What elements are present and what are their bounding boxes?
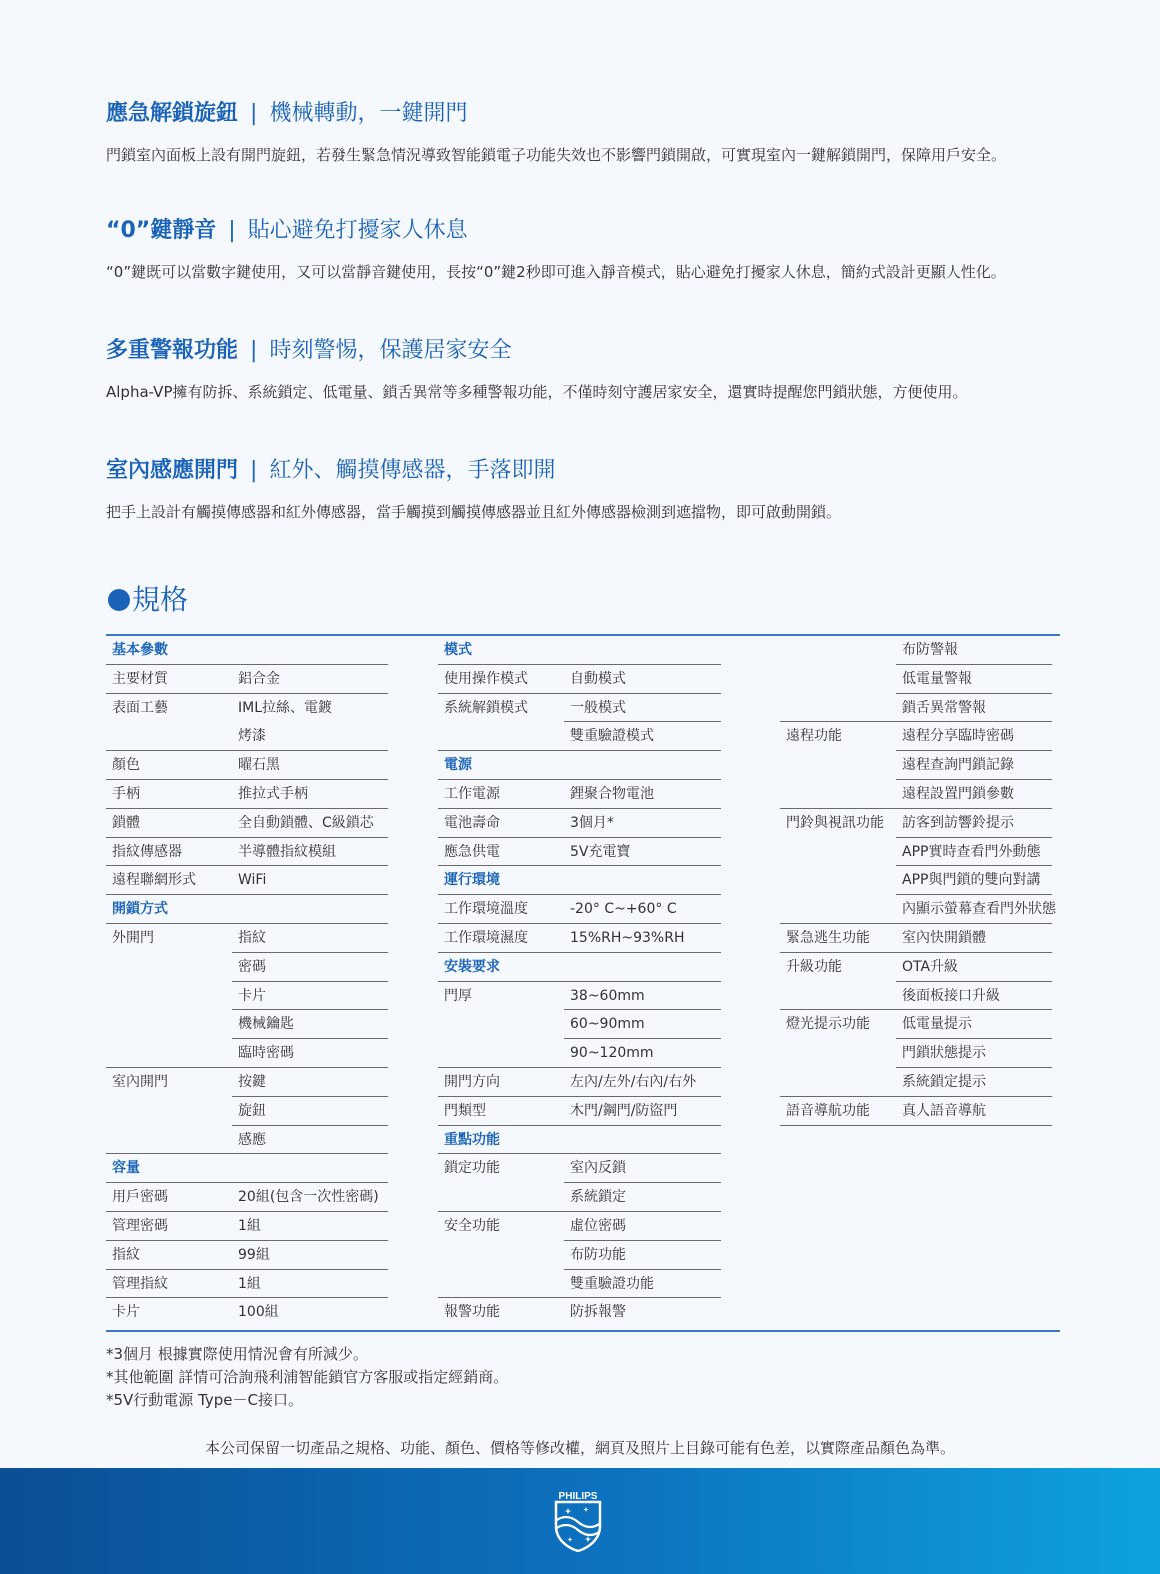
spec-key: 燈光提示功能 <box>786 1016 870 1033</box>
spec-row <box>438 1154 721 1183</box>
spec-row <box>438 722 721 751</box>
spec-value: 低電量提示 <box>902 1016 972 1033</box>
spec-category-row <box>438 636 721 665</box>
spec-key: 應急供電 <box>444 843 500 860</box>
spec-key: 使用操作模式 <box>444 670 528 687</box>
spec-row <box>106 751 388 780</box>
spec-value: 90~120mm <box>570 1045 654 1062</box>
spec-row <box>106 866 388 895</box>
spec-value: 遠程分享臨時密碼 <box>902 728 1014 745</box>
spec-value: 臨時密碼 <box>238 1045 294 1062</box>
spec-key: 卡片 <box>112 1304 140 1321</box>
spec-key: 語音導航功能 <box>786 1102 870 1119</box>
spec-value: 低電量警報 <box>902 670 972 687</box>
spec-row <box>106 1212 388 1241</box>
feature-body: 門鎖室內面板上設有開門旋鈕，若發生緊急情況導致智能鎖電子功能失效也不影響門鎖開啟，可實現室內一鍵解鎖開門，保障用戶安全。 <box>106 146 1007 164</box>
spec-row <box>106 665 388 694</box>
spec-key: 開門方向 <box>444 1073 500 1090</box>
spec-category-row <box>438 866 721 895</box>
spec-value: 鋰聚合物電池 <box>570 785 654 802</box>
spec-value: 機械鑰匙 <box>238 1016 294 1033</box>
spec-category-label: 運行環境 <box>444 872 500 889</box>
spec-row <box>106 1010 388 1039</box>
feature-title: 應急解鎖旋鈕 <box>106 101 239 126</box>
spec-value: 60~90mm <box>570 1016 645 1033</box>
footnote: *3個月 根據實際使用情況會有所減少。 <box>106 1345 368 1363</box>
spec-row <box>438 838 721 867</box>
spec-category-label: 開鎖方式 <box>112 901 168 918</box>
spec-row <box>780 866 1052 895</box>
feature-heading <box>106 337 1066 365</box>
footnote: *其他範圍 詳情可洽詢飛利浦智能鎖官方客服或指定經銷商。 <box>106 1368 509 1386</box>
spec-category-row <box>106 1154 388 1183</box>
spec-value: 38~60mm <box>570 987 645 1004</box>
spec-row <box>106 982 388 1011</box>
feature-separator: | <box>228 218 236 243</box>
spec-key: 工作電源 <box>444 785 500 802</box>
spec-row <box>106 809 388 838</box>
spec-value: 99組 <box>238 1246 270 1263</box>
spec-key: 工作環境濕度 <box>444 929 528 946</box>
spec-row <box>780 694 1052 723</box>
feature-indoor-sensor <box>106 457 1066 523</box>
spec-key: 升級功能 <box>786 958 842 975</box>
spec-value: 烤漆 <box>238 728 266 745</box>
spec-key: 外開門 <box>112 929 154 946</box>
spec-row <box>438 1183 721 1212</box>
spec-column-functions <box>780 636 1056 1126</box>
spec-value: 1組 <box>238 1217 261 1234</box>
spec-row <box>780 924 1052 953</box>
spec-row <box>438 924 721 953</box>
spec-value: 雙重驗證功能 <box>570 1275 654 1292</box>
spec-key: 指紋 <box>112 1246 140 1263</box>
spec-value: 卡片 <box>238 987 266 1004</box>
spec-row <box>438 665 721 694</box>
spec-value: 半導體指紋模組 <box>238 843 336 860</box>
spec-value: 自動模式 <box>570 670 626 687</box>
feature-subtitle: 機械轉動，一鍵開門 <box>269 101 468 126</box>
spec-section-title <box>108 582 188 618</box>
footnote: *5V行動電源 Type－C接口。 <box>106 1391 304 1409</box>
spec-key: 顏色 <box>112 757 140 774</box>
spec-value: WiFi <box>238 872 267 889</box>
spec-category-row <box>438 953 721 982</box>
spec-key: 遠程聯網形式 <box>112 872 196 889</box>
spec-row <box>106 1068 388 1097</box>
spec-key: 系統解鎖模式 <box>444 699 528 716</box>
spec-value: 20組(包含一次性密碼) <box>238 1189 379 1206</box>
logo-wordmark: PHILIPS <box>558 1491 598 1502</box>
feature-subtitle: 紅外、觸摸傳感器，手落即開 <box>269 458 556 483</box>
spec-value: 後面板接口升級 <box>902 987 1000 1004</box>
feature-heading <box>106 217 1066 245</box>
spec-value: 全自動鎖體、C級鎖芯 <box>238 814 374 831</box>
philips-shield-logo-icon <box>552 1488 604 1552</box>
spec-value: OTA升級 <box>902 958 959 975</box>
spec-category-label: 安裝要求 <box>444 958 500 975</box>
spec-row <box>780 722 1052 751</box>
spec-table-bottom-rule <box>106 1330 1060 1332</box>
spec-value: 真人語音導航 <box>902 1102 986 1119</box>
spec-value: 布防警報 <box>902 642 958 658</box>
spec-value: 推拉式手柄 <box>238 785 308 802</box>
feature-multi-alarm <box>106 337 1066 403</box>
spec-category-label: 基本參數 <box>112 642 168 658</box>
spec-row <box>106 1039 388 1068</box>
spec-value: 左內/左外/右內/右外 <box>570 1073 697 1090</box>
spec-value: 遠程設置門鎖參數 <box>902 785 1014 802</box>
footnotes <box>106 1343 508 1412</box>
spec-value: 內顯示螢幕查看門外狀態 <box>902 901 1056 918</box>
spec-value: APP實時查看門外動態 <box>902 843 1041 860</box>
spec-value: 100組 <box>238 1304 279 1321</box>
spec-key: 用戶密碼 <box>112 1189 168 1206</box>
spec-value: 系統鎖定提示 <box>902 1073 986 1090</box>
spec-value: 旋鈕 <box>238 1102 266 1119</box>
disclaimer: 本公司保留一切產品之規格、功能、顏色、價格等修改權，網頁及照片上目錄可能有色差，以實際產品顏色為準。 <box>204 1439 955 1457</box>
spec-value: -20° C~+60° C <box>570 901 677 918</box>
spec-row <box>438 1068 721 1097</box>
spec-key: 管理指紋 <box>112 1275 168 1292</box>
spec-value: 5V充電寶 <box>570 843 631 860</box>
spec-key: 遠程功能 <box>786 728 842 745</box>
spec-value: 鎖舌異常警報 <box>902 699 986 716</box>
spec-key: 鎖體 <box>112 814 140 831</box>
feature-separator: | <box>250 338 258 363</box>
spec-row <box>780 1097 1052 1126</box>
spec-row <box>106 722 388 751</box>
spec-value: 密碼 <box>238 958 266 975</box>
spec-value: 3個月* <box>570 814 614 831</box>
spec-value: 室內反鎖 <box>570 1160 626 1177</box>
spec-row <box>438 1270 721 1299</box>
spec-value: 1組 <box>238 1275 261 1292</box>
spec-row <box>438 1010 721 1039</box>
spec-row <box>106 1241 388 1270</box>
feature-emergency-knob <box>106 100 1066 166</box>
feature-body: “0”鍵既可以當數字鍵使用，又可以當靜音鍵使用，長按“0”鍵2秒即可進入靜音模式，貼心避免打擾家人休息，簡約式設計更顯人性化。 <box>106 263 1006 281</box>
spec-row <box>106 953 388 982</box>
spec-key: 門厚 <box>444 987 472 1004</box>
spec-row <box>780 838 1052 867</box>
spec-value: APP與門鎖的雙向對講 <box>902 872 1041 889</box>
spec-row <box>106 780 388 809</box>
feature-subtitle: 時刻警惕，保護居家安全 <box>269 338 512 363</box>
feature-body: 把手上設計有觸摸傳感器和紅外傳感器，當手觸摸到觸摸傳感器並且紅外傳感器檢測到遮擋物，即可啟動開鎖。 <box>106 503 842 521</box>
spec-row <box>106 1270 388 1299</box>
spec-row <box>106 694 388 723</box>
feature-heading <box>106 100 1066 128</box>
feature-body: Alpha-VP擁有防拆、系統鎖定、低電量、鎖舌異常等多種警報功能，不僅時刻守護居家安全，還實時提醒您門鎖狀態，方便使用。 <box>106 383 968 401</box>
spec-key: 手柄 <box>112 785 140 802</box>
bullet-dot-icon <box>108 589 130 611</box>
spec-row <box>438 809 721 838</box>
spec-category-label: 模式 <box>444 642 472 658</box>
spec-value: 15%RH~93%RH <box>570 929 685 946</box>
spec-value: IML拉絲、電鍍 <box>238 699 333 716</box>
spec-key: 安全功能 <box>444 1217 500 1234</box>
spec-key: 鎖定功能 <box>444 1160 500 1177</box>
spec-key: 電池壽命 <box>444 814 500 831</box>
spec-value: 木門/鋼門/防盜門 <box>570 1102 678 1119</box>
spec-row <box>438 694 721 723</box>
spec-category-row <box>438 751 721 780</box>
spec-key: 表面工藝 <box>112 699 168 716</box>
spec-value: 訪客到訪響鈴提示 <box>902 814 1014 831</box>
spec-row <box>780 953 1052 982</box>
feature-separator: | <box>250 101 258 126</box>
spec-value: 門鎖狀態提示 <box>902 1045 986 1062</box>
spec-row <box>780 636 1052 665</box>
spec-row <box>438 982 721 1011</box>
spec-row <box>780 1068 1052 1097</box>
spec-value: 布防功能 <box>570 1246 626 1263</box>
spec-value: 按鍵 <box>238 1073 266 1090</box>
spec-key: 工作環境溫度 <box>444 901 528 918</box>
feature-title: “0”鍵靜音 <box>106 218 217 243</box>
feature-subtitle: 貼心避免打擾家人休息 <box>247 218 468 243</box>
spec-key: 門類型 <box>444 1102 486 1119</box>
spec-row <box>438 780 721 809</box>
spec-row <box>438 895 721 924</box>
feature-title: 多重警報功能 <box>106 338 239 363</box>
spec-value: 指紋 <box>238 929 266 946</box>
spec-row <box>106 1298 388 1327</box>
spec-key: 主要材質 <box>112 670 168 687</box>
spec-key: 指紋傳感器 <box>112 843 182 860</box>
spec-row <box>106 1183 388 1212</box>
spec-row <box>438 1241 721 1270</box>
spec-value: 曜石黑 <box>238 757 280 774</box>
spec-title-text: 規格 <box>132 583 189 616</box>
spec-row <box>780 1010 1052 1039</box>
spec-category-row <box>438 1126 721 1155</box>
spec-row <box>780 982 1052 1011</box>
spec-row <box>438 1212 721 1241</box>
spec-row <box>106 1097 388 1126</box>
spec-category-label: 重點功能 <box>444 1131 500 1148</box>
spec-row <box>780 809 1052 838</box>
spec-row <box>780 895 1056 924</box>
spec-row <box>106 1126 388 1155</box>
spec-value: 虛位密碼 <box>570 1217 626 1234</box>
feature-title: 室內感應開門 <box>106 458 239 483</box>
spec-row <box>780 1039 1052 1068</box>
spec-value: 鋁合金 <box>238 670 280 687</box>
spec-row <box>106 924 388 953</box>
spec-column-basic <box>106 636 388 1327</box>
spec-category-label: 容量 <box>112 1160 140 1177</box>
spec-value: 防拆報警 <box>570 1304 626 1321</box>
spec-value: 雙重驗證模式 <box>570 728 654 745</box>
spec-key: 報警功能 <box>444 1304 500 1321</box>
spec-key: 緊急逃生功能 <box>786 929 870 946</box>
spec-category-label: 電源 <box>444 757 472 774</box>
spec-row <box>106 838 388 867</box>
spec-value: 一般模式 <box>570 699 626 716</box>
spec-value: 系統鎖定 <box>570 1189 626 1206</box>
spec-value: 室內快開鎖體 <box>902 929 986 946</box>
feature-mute-key <box>106 217 1066 283</box>
feature-separator: | <box>250 458 258 483</box>
spec-row <box>438 1097 721 1126</box>
spec-category-row <box>106 636 388 665</box>
spec-key: 管理密碼 <box>112 1217 168 1234</box>
spec-key: 室內開門 <box>112 1073 168 1090</box>
spec-row <box>438 1039 721 1068</box>
spec-row <box>438 1298 721 1327</box>
spec-column-mode <box>438 636 721 1327</box>
spec-row <box>780 665 1052 694</box>
feature-heading <box>106 457 1066 485</box>
spec-value: 遠程查詢門鎖記錄 <box>902 757 1014 774</box>
spec-value: 感應 <box>238 1131 266 1148</box>
spec-key: 門鈴與視訊功能 <box>786 814 884 831</box>
spec-row <box>780 751 1052 780</box>
spec-row <box>780 780 1052 809</box>
spec-category-row <box>106 895 388 924</box>
